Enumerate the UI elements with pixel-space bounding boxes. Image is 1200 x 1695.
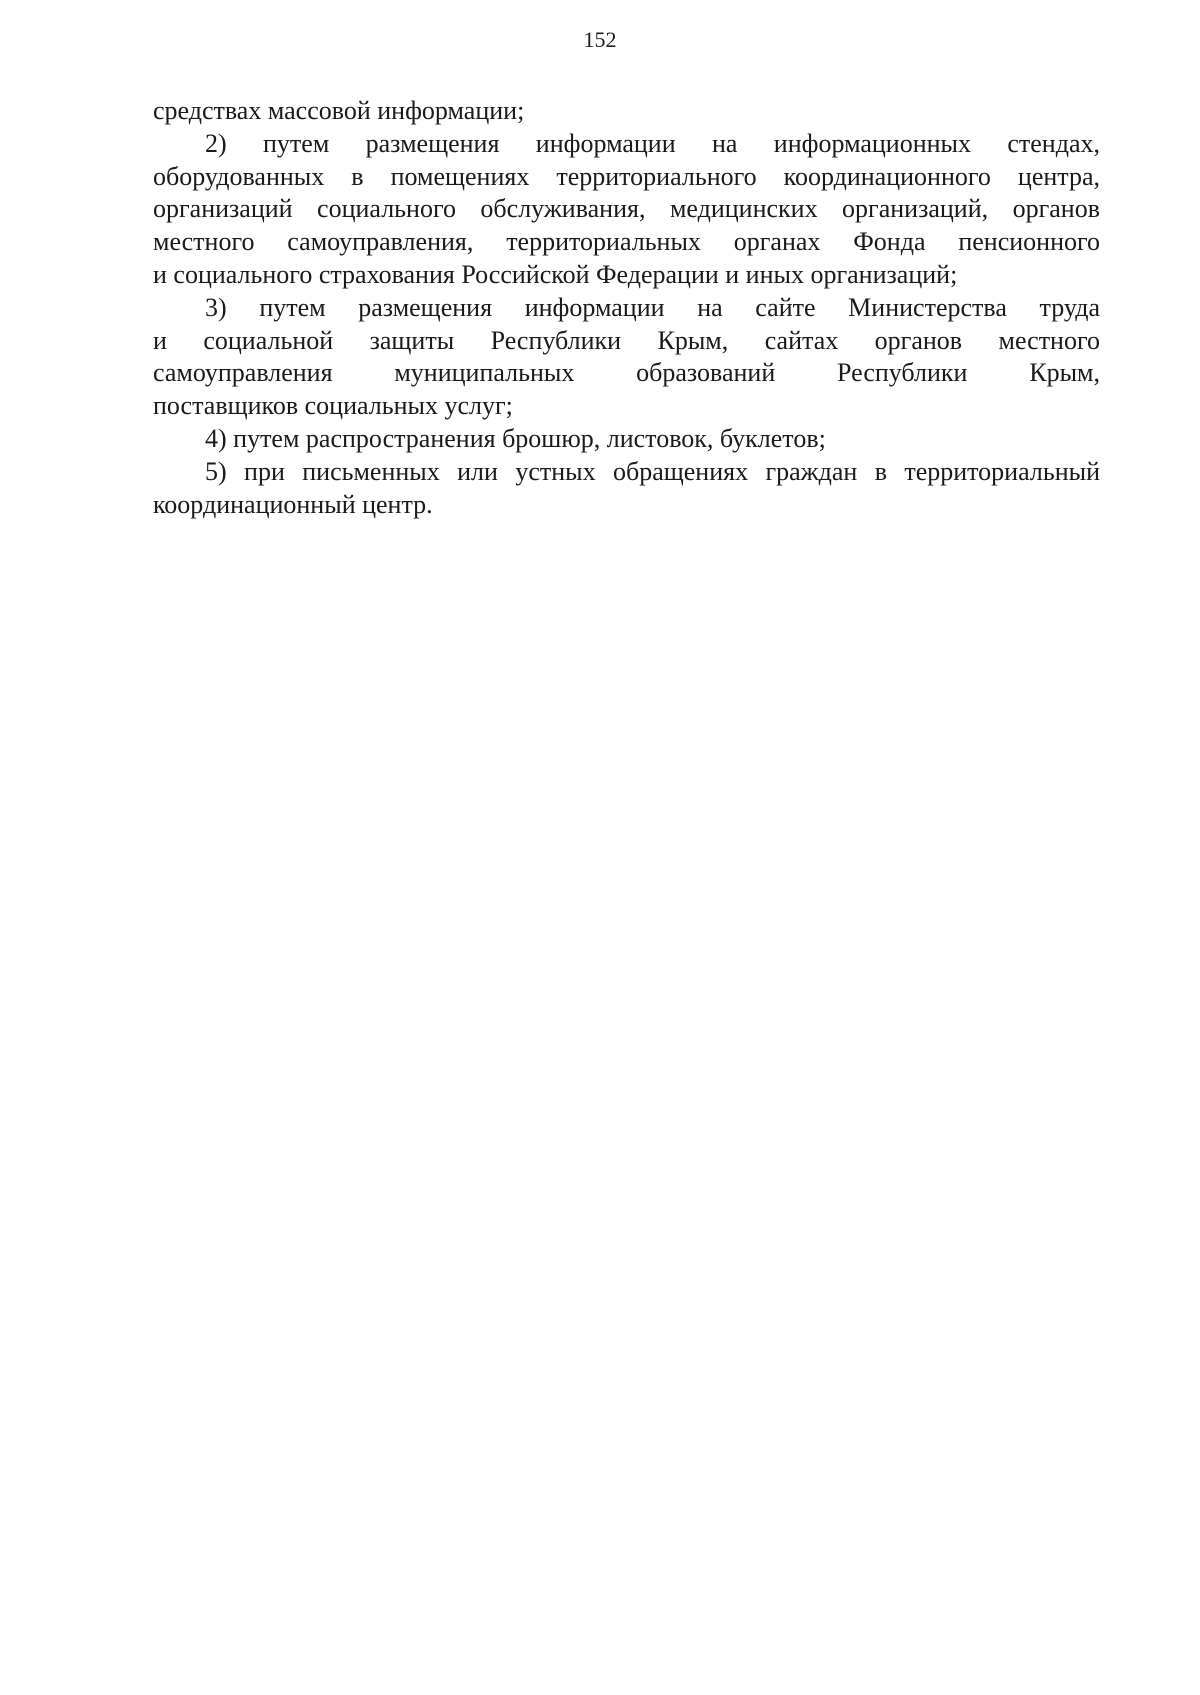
text-line: 3) путем размещения информации на сайте Министерства труда: [205, 292, 1100, 322]
text-line: координационный центр.: [153, 489, 433, 519]
text-line: 4) путем распространения брошюр, листовок, буклетов;: [205, 423, 826, 453]
document-body: [153, 95, 1100, 521]
page-number: 152: [583, 27, 617, 52]
text-line: организаций социального обслуживания, медицинских организаций, органов: [153, 194, 1100, 224]
text-line: 5) при письменных или устных обращениях граждан в территориальный: [205, 456, 1100, 486]
text-line: и социальной защиты Республики Крым, сайтах органов местного: [153, 325, 1100, 355]
text-line: средствах массовой информации;: [153, 96, 525, 125]
text-line: самоуправления муниципальных образований Республики Крым,: [153, 358, 1100, 388]
text-line: поставщиков социальных услуг;: [153, 391, 513, 421]
text-line: и социального страхования Российской Федерации и иных организаций;: [153, 259, 958, 289]
text-line: оборудованных в помещениях территориального координационного центра,: [153, 161, 1100, 191]
text-line: 2) путем размещения информации на информационных стендах,: [205, 128, 1100, 158]
text-line: местного самоуправления, территориальных органах Фонда пенсионного: [153, 227, 1100, 257]
